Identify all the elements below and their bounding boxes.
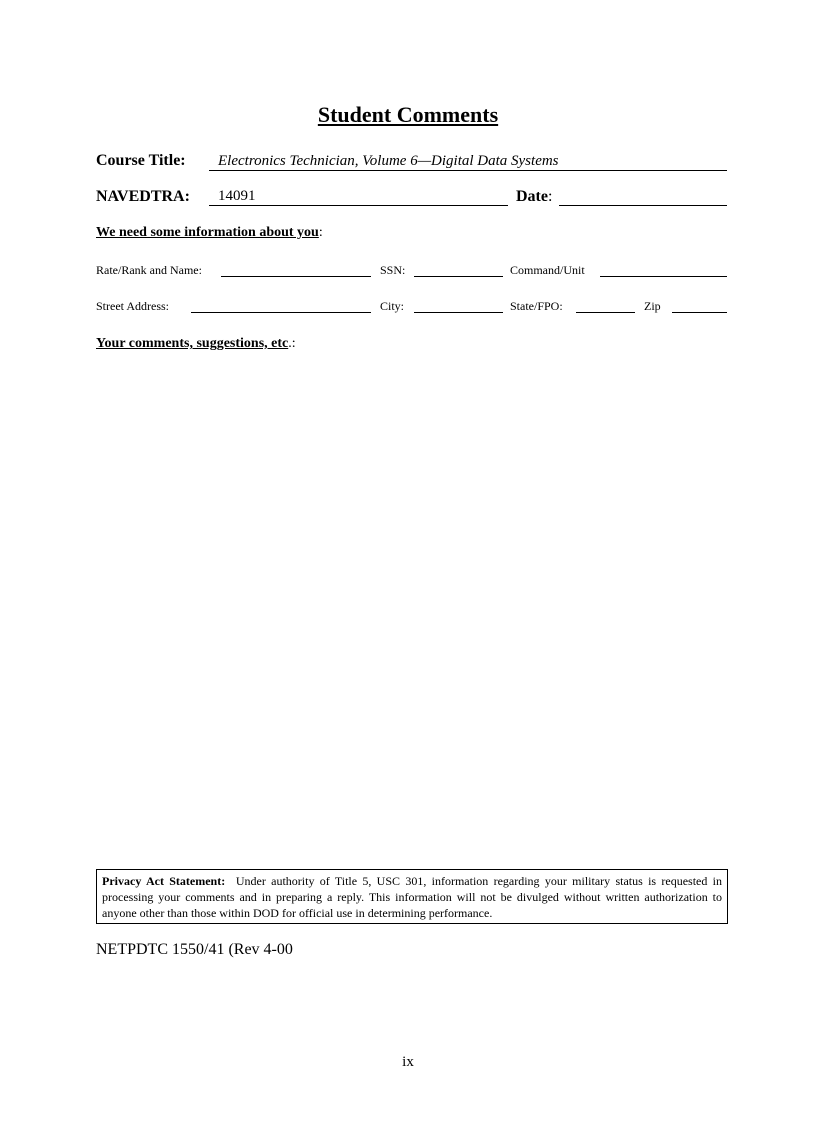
- command-unit-field[interactable]: [600, 276, 727, 277]
- street-address-label: Street Address:: [96, 299, 169, 313]
- comments-heading: Your comments, suggestions, etc.:: [96, 336, 296, 351]
- page-title: Student Comments: [317, 102, 499, 127]
- privacy-act-statement: [96, 869, 728, 924]
- city-field[interactable]: [414, 312, 503, 313]
- rate-rank-name-label: Rate/Rank and Name:: [96, 263, 202, 277]
- state-fpo-field[interactable]: [576, 312, 635, 313]
- zip-label: Zip: [644, 299, 661, 313]
- ssn-field[interactable]: [414, 276, 503, 277]
- navedtra-label: NAVEDTRA:: [96, 188, 190, 205]
- rate-rank-name-field[interactable]: [221, 276, 371, 277]
- navedtra-line: [209, 205, 508, 206]
- city-label: City:: [380, 299, 405, 313]
- ssn-label: SSN:: [380, 263, 406, 277]
- privacy-label: Privacy Act Statement:: [102, 874, 226, 888]
- privacy-text: Under authority of Title 5, USC 301, information regarding your military status is requested in processing your comments and in preparing a reply. This information will not be divulged without written authorization to anyone other than those within DOD for official use in determining performance.: [102, 874, 723, 920]
- zip-field[interactable]: [672, 312, 727, 313]
- command-unit-label: Command/Unit: [510, 263, 585, 277]
- navedtra-value[interactable]: 14091: [218, 188, 256, 204]
- course-title-line: [209, 170, 727, 171]
- comments-area[interactable]: [96, 360, 727, 855]
- course-title-value[interactable]: Electronics Technician, Volume 6—Digital Data Systems: [218, 153, 559, 169]
- info-heading: We need some information about you:: [96, 225, 323, 240]
- course-title-label: Course Title:: [96, 152, 186, 169]
- page-number: ix: [402, 1054, 414, 1070]
- state-fpo-label: State/FPO:: [510, 299, 563, 313]
- date-label: Date:: [516, 188, 553, 205]
- form-number: NETPDTC 1550/41 (Rev 4-00: [96, 941, 293, 958]
- street-address-field[interactable]: [191, 312, 371, 313]
- date-field[interactable]: [559, 205, 727, 206]
